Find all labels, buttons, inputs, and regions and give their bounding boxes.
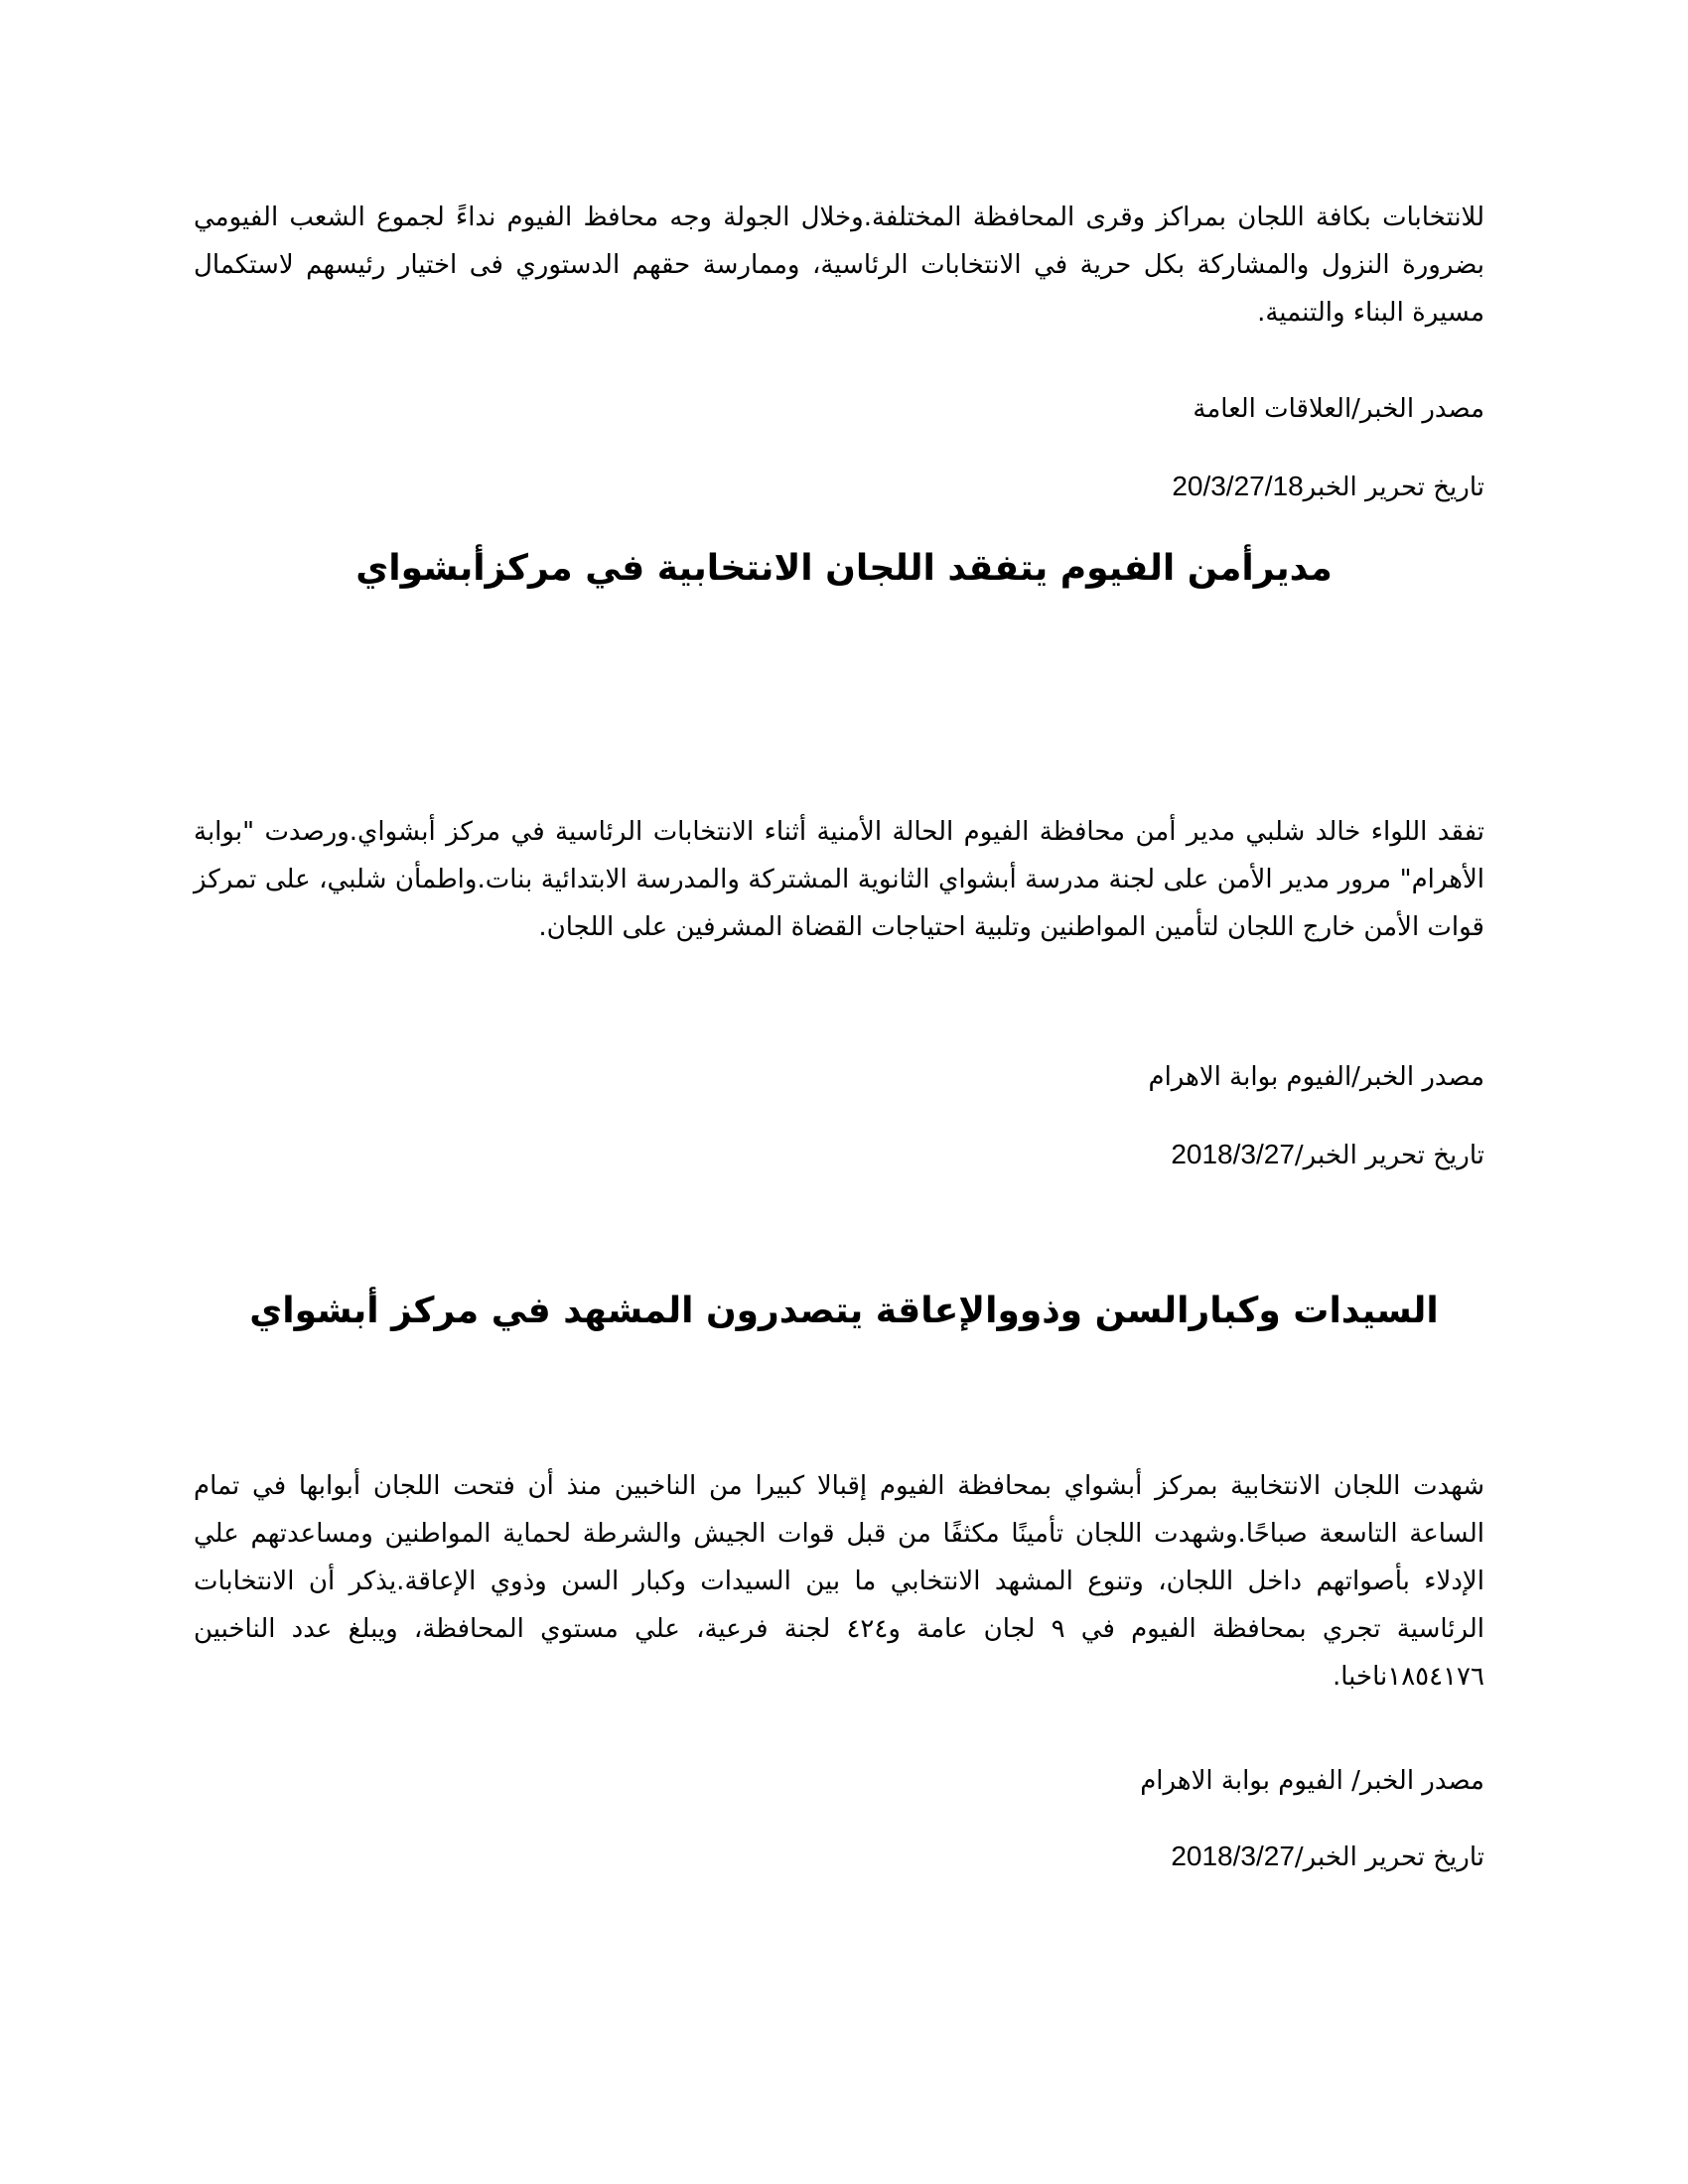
article-1-date bbox=[194, 467, 1484, 507]
date-label: تاريخ تحرير الخبر/ bbox=[1294, 1843, 1484, 1872]
source-line: مصدر الخبر/الفيوم بوابة الاهرام bbox=[1148, 1062, 1484, 1092]
date-label: تاريخ تحرير الخبر/ bbox=[1294, 1141, 1484, 1170]
article-1-paragraph: للانتخابات بكافة اللجان بمراكز وقرى المحافظة المختلفة.وخلال الجولة وجه محافظ الفيوم نداءً لجموع الشعب الفيومي بضرورة النزول والمشاركة بكل حرية في الانتخابات الرئاسية، وممارسة حقهم الدستوري فى اختيار رئيسهم لاستكمال مسيرة البناء والتنمية. bbox=[194, 203, 1484, 328]
source-line: مصدر الخبر/العلاقات العامة bbox=[1193, 394, 1484, 424]
date-value: 2018/3/27 bbox=[1171, 1139, 1295, 1169]
date-value: 2018/3/27 bbox=[1171, 1841, 1295, 1871]
article-2-headline: مديرأمن الفيوم يتفقد اللجان الانتخابية في مركزأبشواي bbox=[355, 548, 1333, 589]
date-line bbox=[194, 1837, 1484, 1877]
article-2-source bbox=[194, 1057, 1484, 1097]
article-1-body bbox=[194, 194, 1484, 337]
article-3-date bbox=[194, 1837, 1484, 1877]
article-3-body bbox=[194, 1462, 1484, 1701]
article-2-body bbox=[194, 808, 1484, 951]
date-value: 20/3/27/18 bbox=[1172, 471, 1304, 501]
date-line bbox=[194, 1135, 1484, 1175]
date-label: تاريخ تحرير الخبر bbox=[1303, 473, 1484, 502]
article-2-paragraph: تفقد اللواء خالد شلبي مدير أمن محافظة الفيوم الحالة الأمنية أثناء الانتخابات الرئاسية في مركز أبشواي.ورصدت "بوابة الأهرام" مرور مدير الأمن على لجنة مدرسة أبشواي الثانوية المشتركة والمدرسة الابتدائية بنات.واطمأن شلبي، على تمركز قوات الأمن خارج اللجان لتأمين المواطنين وتلبية احتياجات القضاة المشرفين على اللجان. bbox=[194, 817, 1484, 942]
article-3-headline: السيدات وكبارالسن وذووالإعاقة يتصدرون المشهد في مركز أبشواي bbox=[249, 1291, 1439, 1331]
article-1-source bbox=[194, 389, 1484, 429]
source-line: مصدر الخبر/ الفيوم بوابة الاهرام bbox=[1140, 1766, 1484, 1796]
date-line bbox=[194, 467, 1484, 507]
article-2-date bbox=[194, 1135, 1484, 1175]
article-3-source bbox=[194, 1761, 1484, 1801]
article-3-paragraph: شهدت اللجان الانتخابية بمركز أبشواي بمحافظة الفيوم إقبالا كبيرا من الناخبين منذ أن فتحت اللجان أبوابها في تمام الساعة التاسعة صباحًا.وشهدت اللجان تأمينًا مكثفًا من قبل قوات الجيش والشرطة لحماية المواطنين ومساعدتهم علي الإدلاء بأصواتهم داخل اللجان، وتنوع المشهد الانتخابي ما بين السيدات وكبار السن وذوي الإعاقة.يذكر أن الانتخابات الرئاسية تجري بمحافظة الفيوم في ٩ لجان عامة و٤٢٤ لجنة فرعية، علي مستوي المحافظة، ويبلغ عدد الناخبين ١٨٥٤١٧٦ناخبا. bbox=[194, 1471, 1485, 1692]
